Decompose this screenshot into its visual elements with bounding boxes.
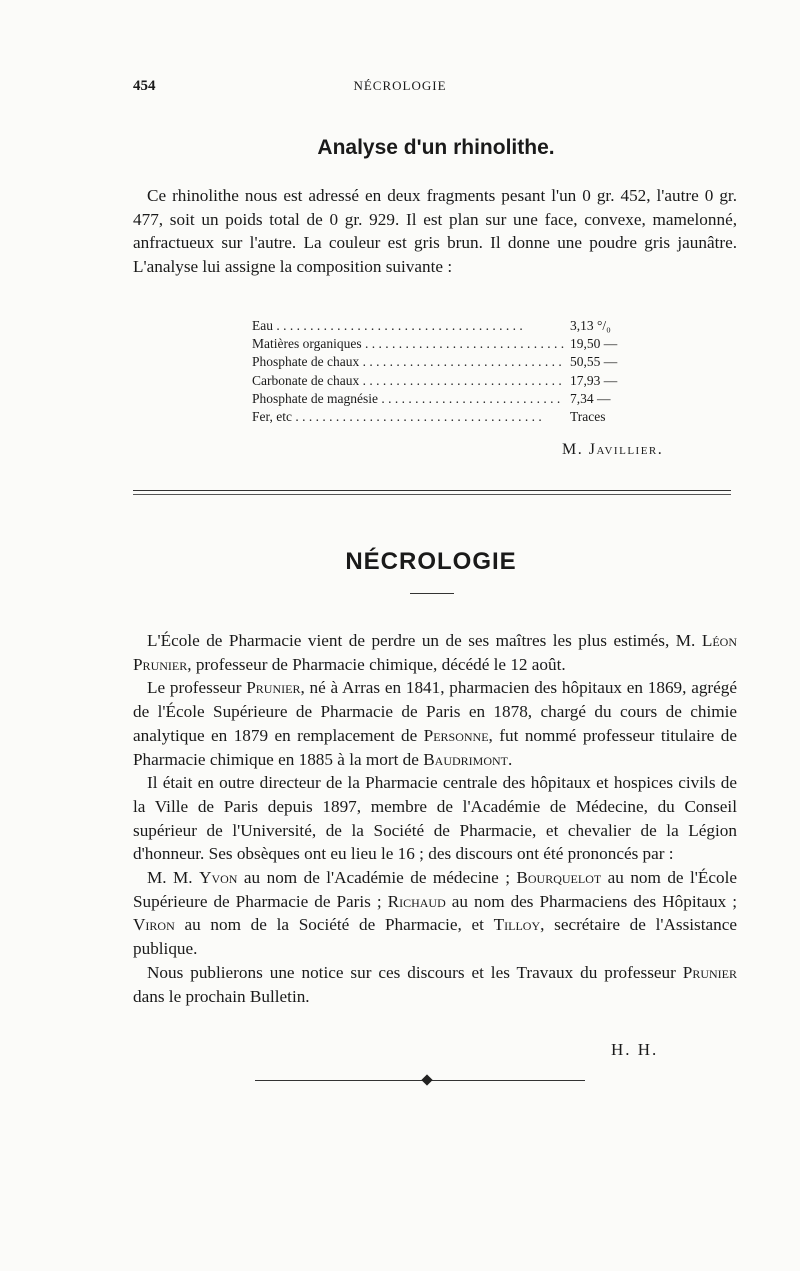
text-run: au nom de l'Académie de médecine ; [237, 868, 517, 888]
text-run: Nous publierons une notice sur ces discours et les Travaux du professeur [147, 962, 683, 982]
person-name: Tilloy [493, 915, 541, 935]
composition-row [252, 408, 632, 426]
end-ornament [255, 1075, 585, 1085]
text-run: M. M. [147, 868, 200, 888]
ornament-line [255, 1080, 585, 1081]
analysis-signature [562, 441, 663, 459]
text-run: , professeur de Pharmacie chimique, décédé le 12 août. [187, 654, 566, 674]
composition-value: Traces [570, 409, 606, 425]
text-run: dans le prochain Bulletin. [133, 986, 310, 1006]
composition-label: Phosphate de chaux . . . [252, 353, 564, 371]
text-run: L'École de Pharmacie vient de perdre un de ses maîtres les plus estimés, M. [147, 631, 702, 650]
paragraph [133, 961, 737, 1008]
composition-value: 7,34 — [570, 390, 611, 406]
running-head: NÉCROLOGIE [353, 78, 447, 93]
person-name: Yvon [199, 868, 238, 888]
article-title: Analyse d'un rhinolithe. [317, 136, 555, 159]
title-underline [410, 593, 454, 594]
text-run: , secrétaire de l'Assistance publique. [133, 915, 737, 959]
text-run: . [507, 749, 513, 769]
section-title: NÉCROLOGIE [345, 548, 517, 575]
signature-initial: M. [562, 441, 584, 458]
paragraph: Il était en outre directeur de la Pharmacie centrale des hôpitaux et hospices civils de la Ville de Paris depuis 1897, membre de l'Académie de Médecine, du Conseil supérieur de l'Université, de la Société de Pharmacie, et chevalier de la Légion d'honneur. Ses obsèques ont eu lieu le 16 ; des discours ont été prononcés par : [133, 773, 737, 864]
person-name: Baudrimont [423, 749, 508, 769]
paragraph [133, 866, 737, 961]
composition-value: 3,13 °/₀ [570, 318, 611, 333]
signature-name: Javillier. [588, 441, 664, 458]
text-run: , né à Arras en 1841, pharmacien des hôpitaux en 1869, agrégé de l'École Supérieure de Pharmacie de Paris en 1878, chargé du cours de chimie analytique en 1879 en remplacement de [133, 678, 737, 745]
composition-row [252, 317, 632, 335]
text-run: au nom des Pharmaciens des Hôpitaux ; [445, 891, 737, 911]
person-name: Prunier [682, 962, 737, 982]
composition-label: Carbonate de chaux . . . [252, 372, 564, 390]
text-run: au nom de la Société de Pharmacie, et [174, 915, 494, 935]
text-run: , fut nommé professeur titulaire de Pharmacie chimique en 1885 à la mort de [133, 725, 737, 769]
composition-row [252, 372, 632, 390]
person-name: Léon Prunier [133, 631, 737, 674]
composition-value: 19,50 — [570, 336, 618, 352]
analysis-intro-paragraph: Ce rhinolithe nous est adressé en deux fragments pesant l'un 0 gr. 452, l'autre 0 gr. 477, soit un poids total de 0 gr. 929. Il est plan sur une face, convexe, mamelonné, anfractueux sur l'autre. La couleur est gris brun. Il donne une poudre gris jaunâtre. L'analyse lui assigne la composition suivante : [133, 186, 737, 277]
section-divider [133, 490, 731, 495]
person-name: Richaud [387, 891, 446, 911]
paragraph [133, 629, 737, 676]
composition-label: Fer, etc . . . [252, 408, 564, 426]
page-number: 454 [133, 78, 156, 94]
person-name: Personne [423, 725, 489, 745]
composition-label: Matières organiques . . . [252, 335, 564, 353]
text-run: Le professeur [147, 678, 247, 698]
diamond-icon [421, 1074, 432, 1085]
necrology-body [133, 629, 737, 1008]
text-run: au nom de l'École Supérieure de Pharmacie de Paris ; [133, 868, 737, 911]
composition-value: 50,55 — [570, 354, 618, 370]
composition-row [252, 353, 632, 371]
person-name: Viron [133, 915, 175, 935]
composition-table [252, 317, 632, 426]
composition-value: 17,93 — [570, 372, 618, 388]
person-name: Prunier [246, 678, 301, 698]
composition-label: Eau . . . [252, 317, 564, 335]
person-name: Bourquelot [516, 868, 602, 888]
necrology-signature: H. H. [611, 1040, 659, 1059]
paragraph [133, 676, 737, 771]
composition-row [252, 335, 632, 353]
composition-label: Phosphate de magnésie . . . [252, 390, 564, 408]
composition-row [252, 390, 632, 408]
